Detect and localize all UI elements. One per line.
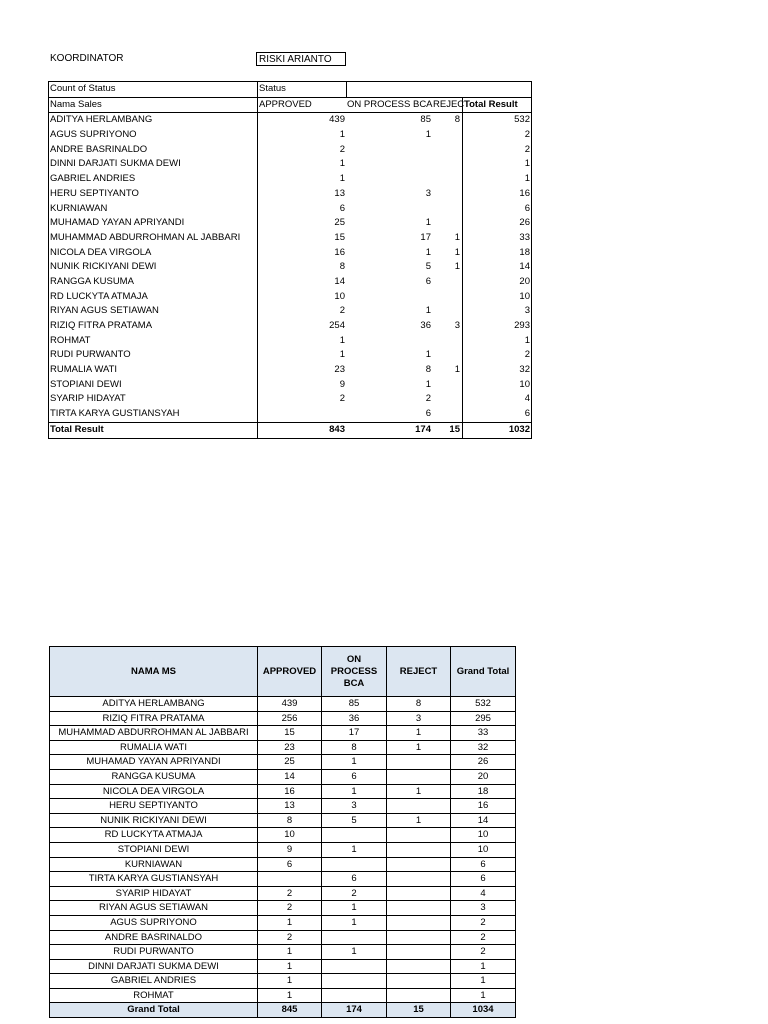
summary-cell-name: RUDI PURWANTO	[50, 945, 258, 960]
pivot-cell-reject: 8	[454, 114, 460, 126]
summary-cell-reject	[387, 930, 451, 945]
summary-cell-approved: 1	[258, 974, 322, 989]
summary-row	[50, 930, 516, 945]
pivot-row	[49, 202, 531, 217]
summary-body	[50, 697, 516, 1003]
pivot-cell-on-process	[347, 334, 433, 349]
summary-cell-on-process	[322, 988, 387, 1003]
summary-cell-total: 6	[451, 872, 516, 887]
pivot-cell-on-process: 1	[425, 129, 431, 141]
pivot-cell-name: ANDRE BASRINALDO	[49, 143, 258, 158]
summary-total-grand: 1034	[451, 1003, 516, 1018]
summary-col-reject: REJECT	[387, 647, 451, 697]
summary-cell-total: 1	[451, 988, 516, 1003]
summary-row	[50, 988, 516, 1003]
pivot-row	[49, 407, 531, 422]
summary-cell-total: 532	[451, 697, 516, 712]
pivot-cell-reject	[433, 348, 462, 363]
summary-cell-approved: 1	[258, 988, 322, 1003]
summary-row	[50, 769, 516, 784]
summary-cell-name: ANDRE BASRINALDO	[50, 930, 258, 945]
pivot-cell-approved: 10	[334, 290, 345, 302]
summary-row	[50, 697, 516, 712]
summary-cell-on-process: 2	[322, 886, 387, 901]
pivot-cell-name: RD LUCKYTA ATMAJA	[49, 290, 258, 305]
pivot-cell-name: KURNIAWAN	[49, 202, 258, 217]
summary-row	[50, 872, 516, 887]
summary-cell-total: 10	[451, 842, 516, 857]
summary-cell-reject: 8	[387, 697, 451, 712]
pivot-cell-reject: 1	[454, 231, 460, 243]
pivot-cell-reject	[433, 378, 462, 393]
pivot-cell-on-process: 1	[425, 378, 431, 390]
summary-cell-name: RIZIQ FITRA PRATAMA	[50, 711, 258, 726]
summary-cell-name: KURNIAWAN	[50, 857, 258, 872]
summary-cell-on-process: 85	[322, 697, 387, 712]
summary-row	[50, 740, 516, 755]
pivot-cell-name: GABRIEL ANDRIES	[49, 172, 258, 187]
pivot-cell-on-process: 1	[425, 217, 431, 229]
pivot-cell-approved: 2	[339, 393, 345, 405]
summary-cell-name: NUNIK RICKIYANI DEWI	[50, 813, 258, 828]
summary-cell-reject: 1	[387, 726, 451, 741]
summary-cell-name: RANGGA KUSUMA	[50, 769, 258, 784]
summary-col-nama-ms: NAMA MS	[50, 647, 258, 697]
summary-cell-total: 20	[451, 769, 516, 784]
summary-cell-reject	[387, 901, 451, 916]
summary-cell-on-process: 3	[322, 799, 387, 814]
pivot-cell-reject	[433, 128, 462, 143]
pivot-cell-approved: 1	[339, 349, 345, 361]
summary-cell-approved: 8	[258, 813, 322, 828]
summary-cell-approved: 23	[258, 740, 322, 755]
pivot-row	[49, 128, 531, 143]
pivot-row	[49, 231, 531, 246]
pivot-row	[49, 260, 531, 275]
pivot-cell-total: 2	[462, 348, 531, 363]
summary-cell-on-process	[322, 857, 387, 872]
summary-row	[50, 945, 516, 960]
pivot-cell-total: 10	[462, 290, 531, 305]
summary-row	[50, 784, 516, 799]
pivot-cell-name: RUMALIA WATI	[49, 363, 258, 378]
pivot-cell-total: 6	[462, 202, 531, 217]
pivot-cell-reject	[433, 202, 462, 217]
pivot-cell-reject: 3	[454, 320, 460, 331]
pivot-cell-on-process: 1	[425, 349, 431, 361]
summary-cell-on-process: 1	[322, 945, 387, 960]
summary-cell-name: GABRIEL ANDRIES	[50, 974, 258, 989]
pivot-cell-total: 293	[462, 319, 531, 334]
pivot-cell-reject	[433, 407, 462, 422]
summary-cell-on-process: 1	[322, 755, 387, 770]
summary-row	[50, 711, 516, 726]
pivot-cell-total: 532	[462, 113, 531, 128]
summary-cell-approved: 14	[258, 769, 322, 784]
pivot-cell-total: 1	[462, 157, 531, 172]
pivot-cell-total: 14	[462, 260, 531, 275]
summary-cell-name: MUHAMMAD ABDURROHMAN AL JABBARI	[50, 726, 258, 741]
pivot-cell-on-process	[347, 290, 433, 305]
pivot-cell-name: NICOLA DEA VIRGOLA	[49, 246, 258, 261]
summary-cell-on-process: 17	[322, 726, 387, 741]
pivot-row-header: Nama Sales	[49, 98, 258, 113]
pivot-cell-approved: 439	[329, 114, 345, 126]
summary-cell-total: 2	[451, 930, 516, 945]
pivot-row	[49, 275, 531, 290]
pivot-cell-name: RANGGA KUSUMA	[49, 275, 258, 290]
pivot-col-total: Total Result	[462, 98, 531, 113]
summary-cell-reject	[387, 857, 451, 872]
summary-cell-on-process: 1	[322, 915, 387, 930]
summary-cell-approved: 13	[258, 799, 322, 814]
koordinator-value: RISKI ARIANTO	[256, 52, 346, 66]
pivot-row	[49, 348, 531, 363]
summary-cell-reject	[387, 988, 451, 1003]
summary-row	[50, 959, 516, 974]
summary-cell-total: 2	[451, 915, 516, 930]
summary-row	[50, 857, 516, 872]
pivot-cell-name: DINNI DARJATI SUKMA DEWI	[49, 157, 258, 172]
pivot-cell-approved: 15	[334, 231, 345, 243]
pivot-cell-approved: 23	[334, 364, 345, 376]
pivot-cell-name: ADITYA HERLAMBANG	[49, 113, 258, 128]
pivot-cell-total: 4	[462, 392, 531, 407]
pivot-table	[48, 81, 532, 439]
summary-cell-on-process: 1	[322, 784, 387, 799]
pivot-cell-approved: 13	[334, 187, 345, 199]
pivot-row	[49, 216, 531, 231]
summary-cell-approved: 15	[258, 726, 322, 741]
pivot-cell-approved: 25	[334, 217, 345, 229]
pivot-cell-on-process: 85	[420, 114, 431, 126]
summary-cell-total: 2	[451, 945, 516, 960]
pivot-row	[49, 113, 531, 128]
summary-cell-name: ROHMAT	[50, 988, 258, 1003]
summary-cell-total: 3	[451, 901, 516, 916]
pivot-cell-approved: 2	[339, 143, 345, 155]
pivot-cell-approved: 8	[339, 261, 345, 273]
pivot-cell-total: 1	[462, 172, 531, 187]
pivot-row	[49, 319, 531, 334]
pivot-cell-total: 1	[462, 334, 531, 349]
summary-cell-approved: 2	[258, 886, 322, 901]
summary-cell-name: MUHAMAD YAYAN APRIYANDI	[50, 755, 258, 770]
pivot-col-approved: APPROVED	[259, 98, 312, 110]
pivot-cell-approved: 1	[339, 158, 345, 170]
summary-cell-name: HERU SEPTIYANTO	[50, 799, 258, 814]
pivot-cell-approved: 254	[329, 320, 345, 331]
summary-row	[50, 828, 516, 843]
summary-col-grand-total: Grand Total	[451, 647, 516, 697]
summary-cell-reject	[387, 842, 451, 857]
pivot-col-on-process: ON PROCESS BCA	[347, 98, 433, 110]
pivot-header-row-2	[49, 98, 531, 114]
pivot-cell-reject	[433, 275, 462, 290]
pivot-total-approved: 843	[329, 423, 345, 435]
pivot-cell-total: 6	[462, 407, 531, 422]
summary-col-on-process-text: ON PROCESS BCA	[330, 653, 378, 689]
pivot-cell-name: SYARIP HIDAYAT	[49, 392, 258, 407]
pivot-row	[49, 246, 531, 261]
pivot-cell-reject	[433, 334, 462, 349]
summary-cell-on-process: 8	[322, 740, 387, 755]
summary-cell-reject	[387, 769, 451, 784]
pivot-cell-total: 2	[462, 143, 531, 158]
summary-cell-on-process	[322, 828, 387, 843]
pivot-cell-on-process: 3	[425, 187, 431, 199]
summary-col-approved: APPROVED	[258, 647, 322, 697]
pivot-cell-total: 26	[462, 216, 531, 231]
summary-cell-total: 26	[451, 755, 516, 770]
pivot-cell-on-process: 2	[425, 393, 431, 405]
pivot-row	[49, 172, 531, 187]
summary-total-approved: 845	[258, 1003, 322, 1018]
summary-row	[50, 813, 516, 828]
summary-cell-on-process: 6	[322, 769, 387, 784]
pivot-cell-name: RIZIQ FITRA PRATAMA	[49, 319, 258, 334]
pivot-cell-name: RIYAN AGUS SETIAWAN	[49, 304, 258, 319]
pivot-cell-name: MUHAMMAD ABDURROHMAN AL JABBARI	[49, 231, 258, 246]
pivot-cell-reject	[433, 157, 462, 172]
pivot-cell-approved: 1	[339, 173, 345, 185]
summary-cell-name: DINNI DARJATI SUKMA DEWI	[50, 959, 258, 974]
summary-cell-approved: 1	[258, 915, 322, 930]
summary-cell-on-process	[322, 930, 387, 945]
summary-cell-reject	[387, 828, 451, 843]
pivot-row	[49, 392, 531, 407]
summary-cell-reject	[387, 886, 451, 901]
summary-cell-reject	[387, 915, 451, 930]
pivot-cell-reject	[433, 216, 462, 231]
pivot-cell-name: ROHMAT	[49, 334, 258, 349]
pivot-cell-name: MUHAMAD YAYAN APRIYANDI	[49, 216, 258, 231]
summary-cell-approved: 2	[258, 901, 322, 916]
summary-total-row	[50, 1003, 516, 1018]
pivot-cell-total: 16	[462, 187, 531, 202]
pivot-cell-on-process: 36	[420, 320, 431, 331]
pivot-cell-approved: 9	[339, 378, 345, 390]
summary-cell-approved: 6	[258, 857, 322, 872]
summary-cell-approved: 256	[258, 711, 322, 726]
pivot-total-grand: 1032	[462, 423, 531, 438]
summary-cell-reject: 1	[387, 813, 451, 828]
summary-cell-approved: 1	[258, 945, 322, 960]
pivot-cell-name: STOPIANI DEWI	[49, 378, 258, 393]
pivot-row	[49, 290, 531, 305]
pivot-cell-reject: 1	[454, 246, 460, 258]
pivot-cell-on-process	[347, 172, 433, 187]
summary-row	[50, 886, 516, 901]
pivot-cell-reject	[433, 187, 462, 202]
pivot-cell-name: NUNIK RICKIYANI DEWI	[49, 260, 258, 275]
summary-cell-name: RIYAN AGUS SETIAWAN	[50, 901, 258, 916]
pivot-cell-name: AGUS SUPRIYONO	[49, 128, 258, 143]
summary-cell-approved: 25	[258, 755, 322, 770]
summary-cell-approved: 1	[258, 959, 322, 974]
pivot-cell-on-process: 5	[425, 261, 431, 273]
pivot-cell-on-process: 1	[425, 246, 431, 258]
summary-row	[50, 842, 516, 857]
pivot-row	[49, 378, 531, 393]
summary-header-row	[50, 647, 516, 697]
summary-cell-name: RUMALIA WATI	[50, 740, 258, 755]
summary-cell-total: 18	[451, 784, 516, 799]
pivot-cell-reject	[433, 172, 462, 187]
pivot-cell-reject: 1	[454, 261, 460, 273]
summary-cell-approved: 2	[258, 930, 322, 945]
summary-cell-total: 6	[451, 857, 516, 872]
pivot-row	[49, 157, 531, 172]
summary-cell-on-process: 1	[322, 842, 387, 857]
pivot-cell-approved: 2	[339, 305, 345, 317]
pivot-cell-reject	[433, 304, 462, 319]
summary-cell-total: 295	[451, 711, 516, 726]
summary-table	[49, 646, 516, 1018]
pivot-cell-total: 32	[462, 363, 531, 378]
pivot-cell-approved	[258, 407, 347, 422]
summary-cell-reject: 1	[387, 740, 451, 755]
pivot-row	[49, 334, 531, 349]
summary-total-reject: 15	[387, 1003, 451, 1018]
pivot-body	[49, 113, 531, 421]
pivot-cell-on-process: 8	[425, 364, 431, 376]
summary-cell-on-process: 6	[322, 872, 387, 887]
summary-cell-name: ADITYA HERLAMBANG	[50, 697, 258, 712]
pivot-cell-approved: 1	[339, 334, 345, 346]
summary-cell-total: 32	[451, 740, 516, 755]
pivot-cell-on-process	[347, 202, 433, 217]
summary-row	[50, 974, 516, 989]
summary-total-label: Grand Total	[50, 1003, 258, 1018]
summary-cell-name: NICOLA DEA VIRGOLA	[50, 784, 258, 799]
pivot-cell-on-process: 1	[425, 305, 431, 317]
pivot-cell-total: 20	[462, 275, 531, 290]
pivot-cell-total: 10	[462, 378, 531, 393]
summary-cell-on-process	[322, 959, 387, 974]
pivot-cell-approved: 6	[339, 202, 345, 214]
pivot-cell-total: 2	[462, 128, 531, 143]
summary-cell-name: AGUS SUPRIYONO	[50, 915, 258, 930]
summary-cell-on-process: 5	[322, 813, 387, 828]
summary-cell-reject	[387, 959, 451, 974]
summary-cell-approved: 9	[258, 842, 322, 857]
summary-cell-approved	[258, 872, 322, 887]
pivot-cell-reject	[433, 143, 462, 158]
summary-cell-reject	[387, 945, 451, 960]
summary-cell-total: 4	[451, 886, 516, 901]
summary-row	[50, 755, 516, 770]
pivot-cell-name: HERU SEPTIYANTO	[49, 187, 258, 202]
pivot-corner-label: Count of Status	[49, 82, 258, 97]
pivot-cell-on-process	[347, 157, 433, 172]
summary-cell-approved: 16	[258, 784, 322, 799]
pivot-total-label: Total Result	[49, 423, 258, 438]
summary-cell-total: 14	[451, 813, 516, 828]
summary-cell-reject: 1	[387, 784, 451, 799]
pivot-total-on-process: 174	[415, 423, 431, 435]
pivot-cell-reject	[433, 392, 462, 407]
pivot-cell-name: RUDI PURWANTO	[49, 348, 258, 363]
pivot-cell-approved: 1	[339, 129, 345, 141]
summary-cell-on-process: 1	[322, 901, 387, 916]
pivot-cell-reject: 1	[454, 364, 460, 376]
summary-row	[50, 799, 516, 814]
summary-cell-approved: 439	[258, 697, 322, 712]
summary-col-on-process	[322, 647, 387, 697]
summary-total-on-process: 174	[322, 1003, 387, 1018]
summary-cell-total: 1	[451, 959, 516, 974]
pivot-cell-on-process: 6	[425, 275, 431, 287]
summary-cell-reject	[387, 872, 451, 887]
pivot-header-row-1	[49, 82, 531, 98]
summary-cell-reject	[387, 974, 451, 989]
summary-cell-total: 16	[451, 799, 516, 814]
pivot-total-row	[49, 422, 531, 438]
pivot-status-label: Status	[258, 82, 347, 97]
summary-cell-name: TIRTA KARYA GUSTIANSYAH	[50, 872, 258, 887]
pivot-cell-total: 18	[462, 246, 531, 261]
pivot-row	[49, 143, 531, 158]
pivot-cell-on-process: 17	[420, 231, 431, 243]
summary-cell-on-process: 36	[322, 711, 387, 726]
pivot-total-reject: 15	[449, 423, 460, 435]
summary-cell-reject: 3	[387, 711, 451, 726]
pivot-cell-approved: 14	[334, 275, 345, 287]
pivot-cell-approved: 16	[334, 246, 345, 258]
summary-cell-approved: 10	[258, 828, 322, 843]
pivot-row	[49, 187, 531, 202]
summary-cell-total: 10	[451, 828, 516, 843]
summary-cell-on-process	[322, 974, 387, 989]
summary-cell-name: SYARIP HIDAYAT	[50, 886, 258, 901]
summary-cell-total: 1	[451, 974, 516, 989]
koordinator-label: KOORDINATOR	[50, 53, 124, 64]
pivot-cell-reject	[433, 290, 462, 305]
summary-cell-name: RD LUCKYTA ATMAJA	[50, 828, 258, 843]
summary-cell-reject	[387, 799, 451, 814]
summary-row	[50, 901, 516, 916]
summary-cell-total: 33	[451, 726, 516, 741]
summary-cell-name: STOPIANI DEWI	[50, 842, 258, 857]
pivot-cell-total: 3	[462, 304, 531, 319]
pivot-cell-on-process: 6	[425, 408, 431, 420]
pivot-cell-name: TIRTA KARYA GUSTIANSYAH	[49, 407, 258, 422]
summary-row	[50, 915, 516, 930]
pivot-cell-total: 33	[462, 231, 531, 246]
pivot-cell-on-process	[347, 143, 433, 158]
summary-cell-reject	[387, 755, 451, 770]
pivot-row	[49, 363, 531, 378]
pivot-col-reject: REJECT	[433, 98, 470, 110]
pivot-row	[49, 304, 531, 319]
summary-row	[50, 726, 516, 741]
